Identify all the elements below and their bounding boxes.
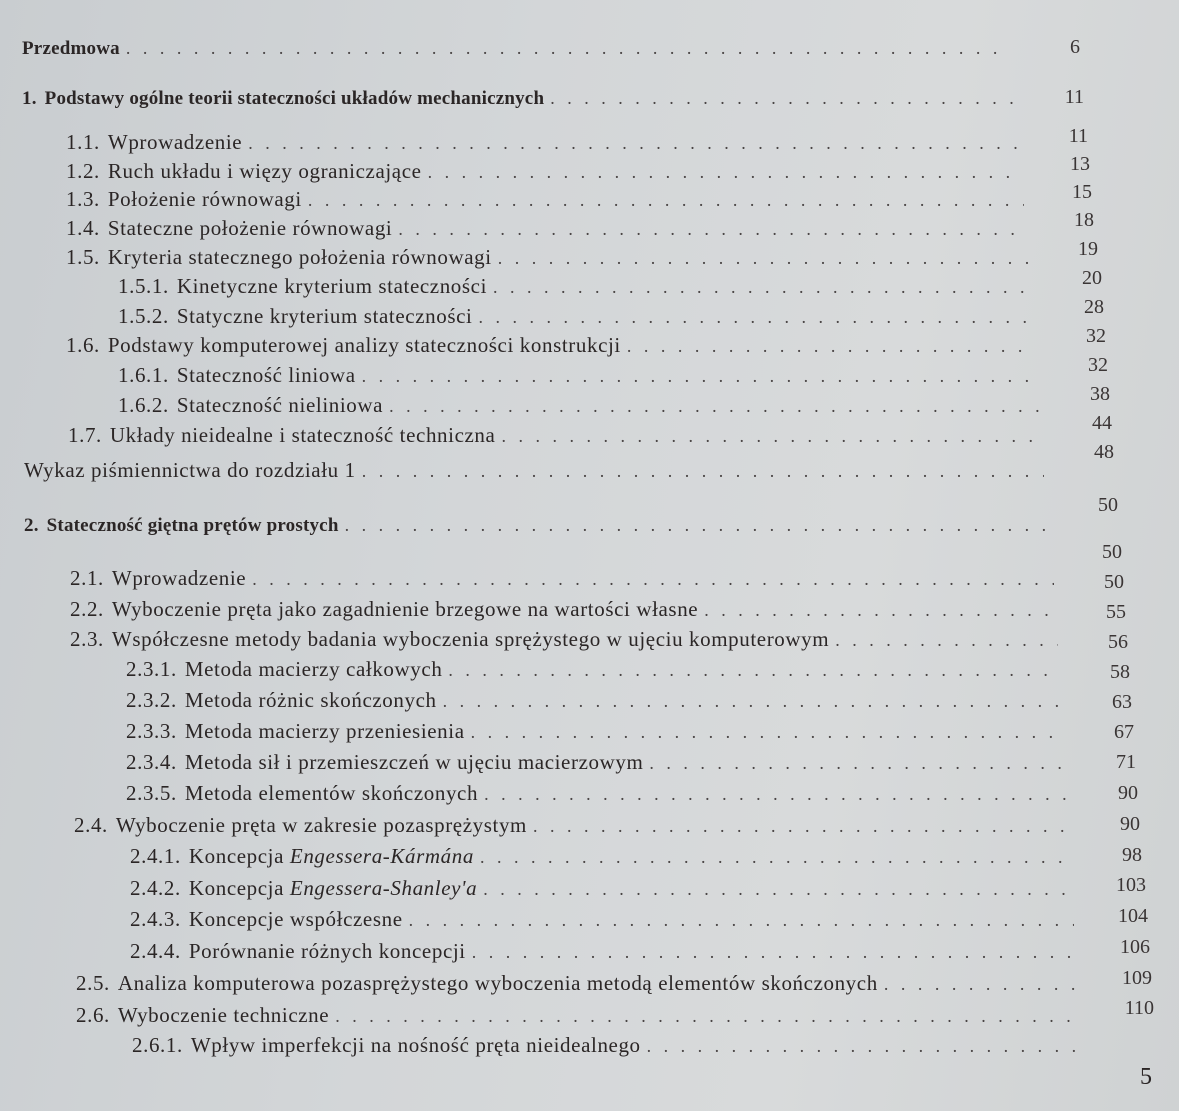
leader-dots bbox=[493, 277, 1032, 298]
toc-entry-title: Koncepcje współczesne bbox=[188, 907, 403, 931]
toc-entry-title: Ruch układu i więzy ograniczające bbox=[107, 159, 422, 183]
toc-page-number: 50 bbox=[1104, 571, 1124, 593]
toc-entry-number: 2.4.4. bbox=[130, 939, 181, 963]
toc-entry-title: Stateczność liniowa bbox=[176, 363, 356, 387]
toc-entry-number: 2.6.1. bbox=[132, 1033, 183, 1057]
toc-entry-title: Wprowadzenie bbox=[111, 566, 247, 590]
toc-entry-number: 1. bbox=[22, 88, 37, 109]
toc-entry-1-2 bbox=[66, 159, 1028, 184]
toc-page-number: 106 bbox=[1120, 936, 1150, 958]
toc-page-number: 110 bbox=[1124, 997, 1154, 1019]
toc-entry-title: Koncepcja bbox=[188, 844, 285, 868]
leader-dots bbox=[389, 396, 1040, 417]
toc-entry-title-italic: Engessera-Shanley'a bbox=[289, 876, 478, 900]
toc-entry-number: 2.6. bbox=[76, 1003, 110, 1027]
toc-entry-title: Wyboczenie techniczne bbox=[117, 1003, 330, 1027]
toc-entry-number: 2.3. bbox=[70, 627, 104, 651]
toc-entry-1-6-2 bbox=[118, 393, 1046, 418]
leader-dots bbox=[501, 426, 1042, 447]
toc-entry-number: 1.6.2. bbox=[118, 393, 169, 417]
toc-entry-title: Wyboczenie pręta w zakresie pozasprężystym bbox=[115, 813, 527, 837]
footer-page-number: 5 bbox=[1140, 1064, 1152, 1090]
toc-entry-number: 2.4.2. bbox=[130, 876, 181, 900]
toc-entry-number: 1.5.2. bbox=[118, 304, 169, 328]
toc-entry-title-italic: Engessera-Kármána bbox=[289, 844, 474, 868]
toc-page-number: 104 bbox=[1118, 905, 1148, 927]
leader-dots bbox=[345, 515, 1048, 536]
toc-entry-title: Podstawy komputerowej analizy stateczności konstrukcji bbox=[107, 333, 621, 357]
leader-dots bbox=[428, 162, 1022, 183]
toc-entry-chapter-2 bbox=[24, 515, 1054, 537]
toc-entry-number: 2.3.2. bbox=[126, 688, 177, 712]
leader-dots bbox=[647, 1036, 1080, 1057]
toc-entry-2-3 bbox=[70, 627, 1064, 652]
toc-page-number: 109 bbox=[1122, 967, 1152, 989]
toc-entry-number: 1.5.1. bbox=[118, 274, 169, 298]
toc-entry-2-4-2 bbox=[130, 876, 1080, 901]
toc-page-number: 103 bbox=[1116, 874, 1146, 896]
leader-dots bbox=[649, 753, 1066, 774]
leader-dots bbox=[498, 248, 1028, 269]
toc-page-number: 18 bbox=[1074, 209, 1094, 231]
toc-entry-title: Stateczność nieliniowa bbox=[176, 393, 384, 417]
toc-page-number: 55 bbox=[1106, 601, 1126, 623]
toc-entry-preface bbox=[22, 38, 1012, 60]
toc-entry-number: 2.3.1. bbox=[126, 657, 177, 681]
leader-dots bbox=[484, 784, 1068, 805]
leader-dots bbox=[884, 974, 1076, 995]
toc-entry-2-3-4 bbox=[126, 750, 1072, 775]
toc-entry-1-3 bbox=[66, 187, 1030, 212]
toc-entry-title: Podstawy ogólne teorii stateczności układów mechanicznych bbox=[44, 88, 545, 109]
leader-dots bbox=[550, 88, 1026, 109]
leader-dots bbox=[471, 722, 1064, 743]
toc-page-number: 6 bbox=[1070, 36, 1080, 58]
toc-entry-1-6-1 bbox=[118, 363, 1044, 388]
toc-page-number: 58 bbox=[1110, 661, 1130, 683]
toc-entry-number: 2.4. bbox=[74, 813, 108, 837]
toc-entry-number: 1.6. bbox=[66, 333, 100, 357]
leader-dots bbox=[835, 630, 1058, 651]
toc-entry-2-3-1 bbox=[126, 657, 1066, 682]
toc-entry-bibliography-1 bbox=[24, 458, 1050, 483]
leader-dots bbox=[409, 910, 1074, 931]
leader-dots bbox=[533, 816, 1070, 837]
toc-entry-title: Układy nieidealne i stateczność techniczna bbox=[109, 423, 496, 447]
toc-page-number: 90 bbox=[1118, 782, 1138, 804]
toc-entry-1-5-1 bbox=[118, 274, 1038, 299]
toc-page-number: 98 bbox=[1122, 844, 1142, 866]
toc-page-number: 56 bbox=[1108, 631, 1128, 653]
toc-entry-2-1 bbox=[70, 566, 1060, 591]
toc-entry-title: Porównanie różnych koncepcji bbox=[188, 939, 466, 963]
toc-entry-title: Statyczne kryterium stateczności bbox=[176, 304, 473, 328]
toc-entry-title: Koncepcja bbox=[188, 876, 285, 900]
toc-entry-number: 2.3.3. bbox=[126, 719, 177, 743]
toc-entry-1-4 bbox=[66, 216, 1032, 241]
leader-dots bbox=[335, 1006, 1078, 1027]
toc-page-number: 15 bbox=[1072, 181, 1092, 203]
leader-dots bbox=[362, 461, 1044, 482]
leader-dots bbox=[362, 366, 1038, 387]
toc-entry-number: 2. bbox=[24, 515, 39, 536]
toc-entry-2-4-3 bbox=[130, 907, 1080, 932]
toc-entry-1-6 bbox=[66, 333, 1042, 358]
toc-entry-2-3-3 bbox=[126, 719, 1070, 744]
toc-entry-number: 1.1. bbox=[66, 130, 100, 154]
toc-page-number: 20 bbox=[1082, 267, 1102, 289]
toc-page-number: 44 bbox=[1092, 412, 1112, 434]
leader-dots bbox=[704, 600, 1056, 621]
toc-entry-2-3-2 bbox=[126, 688, 1068, 713]
toc-entry-1-5-2 bbox=[118, 304, 1040, 329]
toc-entry-title: Stateczne położenie równowagi bbox=[107, 216, 393, 240]
toc-page-number: 11 bbox=[1064, 86, 1084, 108]
toc-page-number: 48 bbox=[1094, 441, 1114, 463]
toc-page-number: 50 bbox=[1098, 494, 1118, 516]
toc-page-number: 32 bbox=[1088, 354, 1108, 376]
toc-entry-number: 1.6.1. bbox=[118, 363, 169, 387]
leader-dots bbox=[480, 847, 1072, 868]
leader-dots bbox=[248, 133, 1020, 154]
leader-dots bbox=[448, 660, 1060, 681]
toc-entry-2-4-4 bbox=[130, 939, 1082, 964]
toc-page-number: 38 bbox=[1090, 383, 1110, 405]
toc-entry-title: Metoda różnic skończonych bbox=[184, 688, 437, 712]
toc-entry-2-6 bbox=[76, 1003, 1084, 1028]
leader-dots bbox=[398, 219, 1026, 240]
toc-entry-chapter-1 bbox=[22, 88, 1032, 110]
toc-entry-title: Przedmowa bbox=[22, 38, 120, 59]
toc-entry-title: Wyboczenie pręta jako zagadnienie brzegowe na wartości własne bbox=[111, 597, 699, 621]
toc-entry-title: Położenie równowagi bbox=[107, 187, 302, 211]
toc-entry-number: 2.1. bbox=[70, 566, 104, 590]
toc-page-number: 67 bbox=[1114, 721, 1134, 743]
toc-entry-2-6-1 bbox=[132, 1033, 1086, 1058]
toc-entry-2-5 bbox=[76, 971, 1082, 996]
toc-entry-title: Kryteria statecznego położenia równowagi bbox=[107, 245, 492, 269]
toc-entry-1-7 bbox=[68, 423, 1048, 448]
toc-page-number: 90 bbox=[1120, 813, 1140, 835]
toc-page-number: 11 bbox=[1068, 125, 1088, 147]
toc-entry-number: 1.5. bbox=[66, 245, 100, 269]
toc-entry-title: Kinetyczne kryterium stateczności bbox=[176, 274, 488, 298]
toc-entry-number: 2.4.1. bbox=[130, 844, 181, 868]
toc-entry-title: Metoda elementów skończonych bbox=[184, 781, 479, 805]
toc-entry-title: Wprowadzenie bbox=[107, 130, 243, 154]
toc-entry-2-4 bbox=[74, 813, 1076, 838]
leader-dots bbox=[478, 307, 1034, 328]
toc-entry-title: Metoda macierzy przeniesienia bbox=[184, 719, 465, 743]
toc-entry-title: Metoda macierzy całkowych bbox=[184, 657, 443, 681]
toc-page-number: 32 bbox=[1086, 325, 1106, 347]
toc-entry-2-3-5 bbox=[126, 781, 1074, 806]
toc-entry-number: 2.3.4. bbox=[126, 750, 177, 774]
toc-entry-title: Wpływ imperfekcji na nośność pręta nieidealnego bbox=[190, 1033, 641, 1057]
toc-entry-number: 2.2. bbox=[70, 597, 104, 621]
toc-entry-title: Wykaz piśmiennictwa do rozdziału 1 bbox=[24, 458, 356, 482]
leader-dots bbox=[472, 942, 1076, 963]
toc-entry-number: 1.2. bbox=[66, 159, 100, 183]
toc-entry-2-2 bbox=[70, 597, 1062, 622]
toc-entry-number: 1.4. bbox=[66, 216, 100, 240]
leader-dots bbox=[483, 879, 1074, 900]
toc-entry-2-4-1 bbox=[130, 844, 1078, 869]
toc-entry-title: Metoda sił i przemieszczeń w ujęciu macierzowym bbox=[184, 750, 644, 774]
toc-page-number: 71 bbox=[1116, 751, 1136, 773]
toc-entry-title: Stateczność giętna prętów prostych bbox=[46, 515, 339, 536]
toc-page-number: 63 bbox=[1112, 691, 1132, 713]
toc-page-number: 13 bbox=[1070, 153, 1090, 175]
leader-dots bbox=[252, 569, 1054, 590]
toc-page-number: 19 bbox=[1078, 238, 1098, 260]
leader-dots bbox=[627, 336, 1036, 357]
toc-page-number: 50 bbox=[1102, 541, 1122, 563]
toc-entry-1-1 bbox=[66, 130, 1026, 155]
toc-entry-number: 1.7. bbox=[68, 423, 102, 447]
toc-entry-number: 2.5. bbox=[76, 971, 110, 995]
toc-entry-title: Analiza komputerowa pozasprężystego wyboczenia metodą elementów skończonych bbox=[117, 971, 878, 995]
leader-dots bbox=[308, 190, 1024, 211]
toc-entry-title: Współczesne metody badania wyboczenia sprężystego w ujęciu komputerowym bbox=[111, 627, 830, 651]
leader-dots bbox=[126, 38, 1006, 59]
toc-entry-number: 2.4.3. bbox=[130, 907, 181, 931]
toc-entry-number: 2.3.5. bbox=[126, 781, 177, 805]
toc-entry-number: 1.3. bbox=[66, 187, 100, 211]
toc-page-number: 28 bbox=[1084, 296, 1104, 318]
toc-entry-1-5 bbox=[66, 245, 1034, 270]
leader-dots bbox=[443, 691, 1062, 712]
